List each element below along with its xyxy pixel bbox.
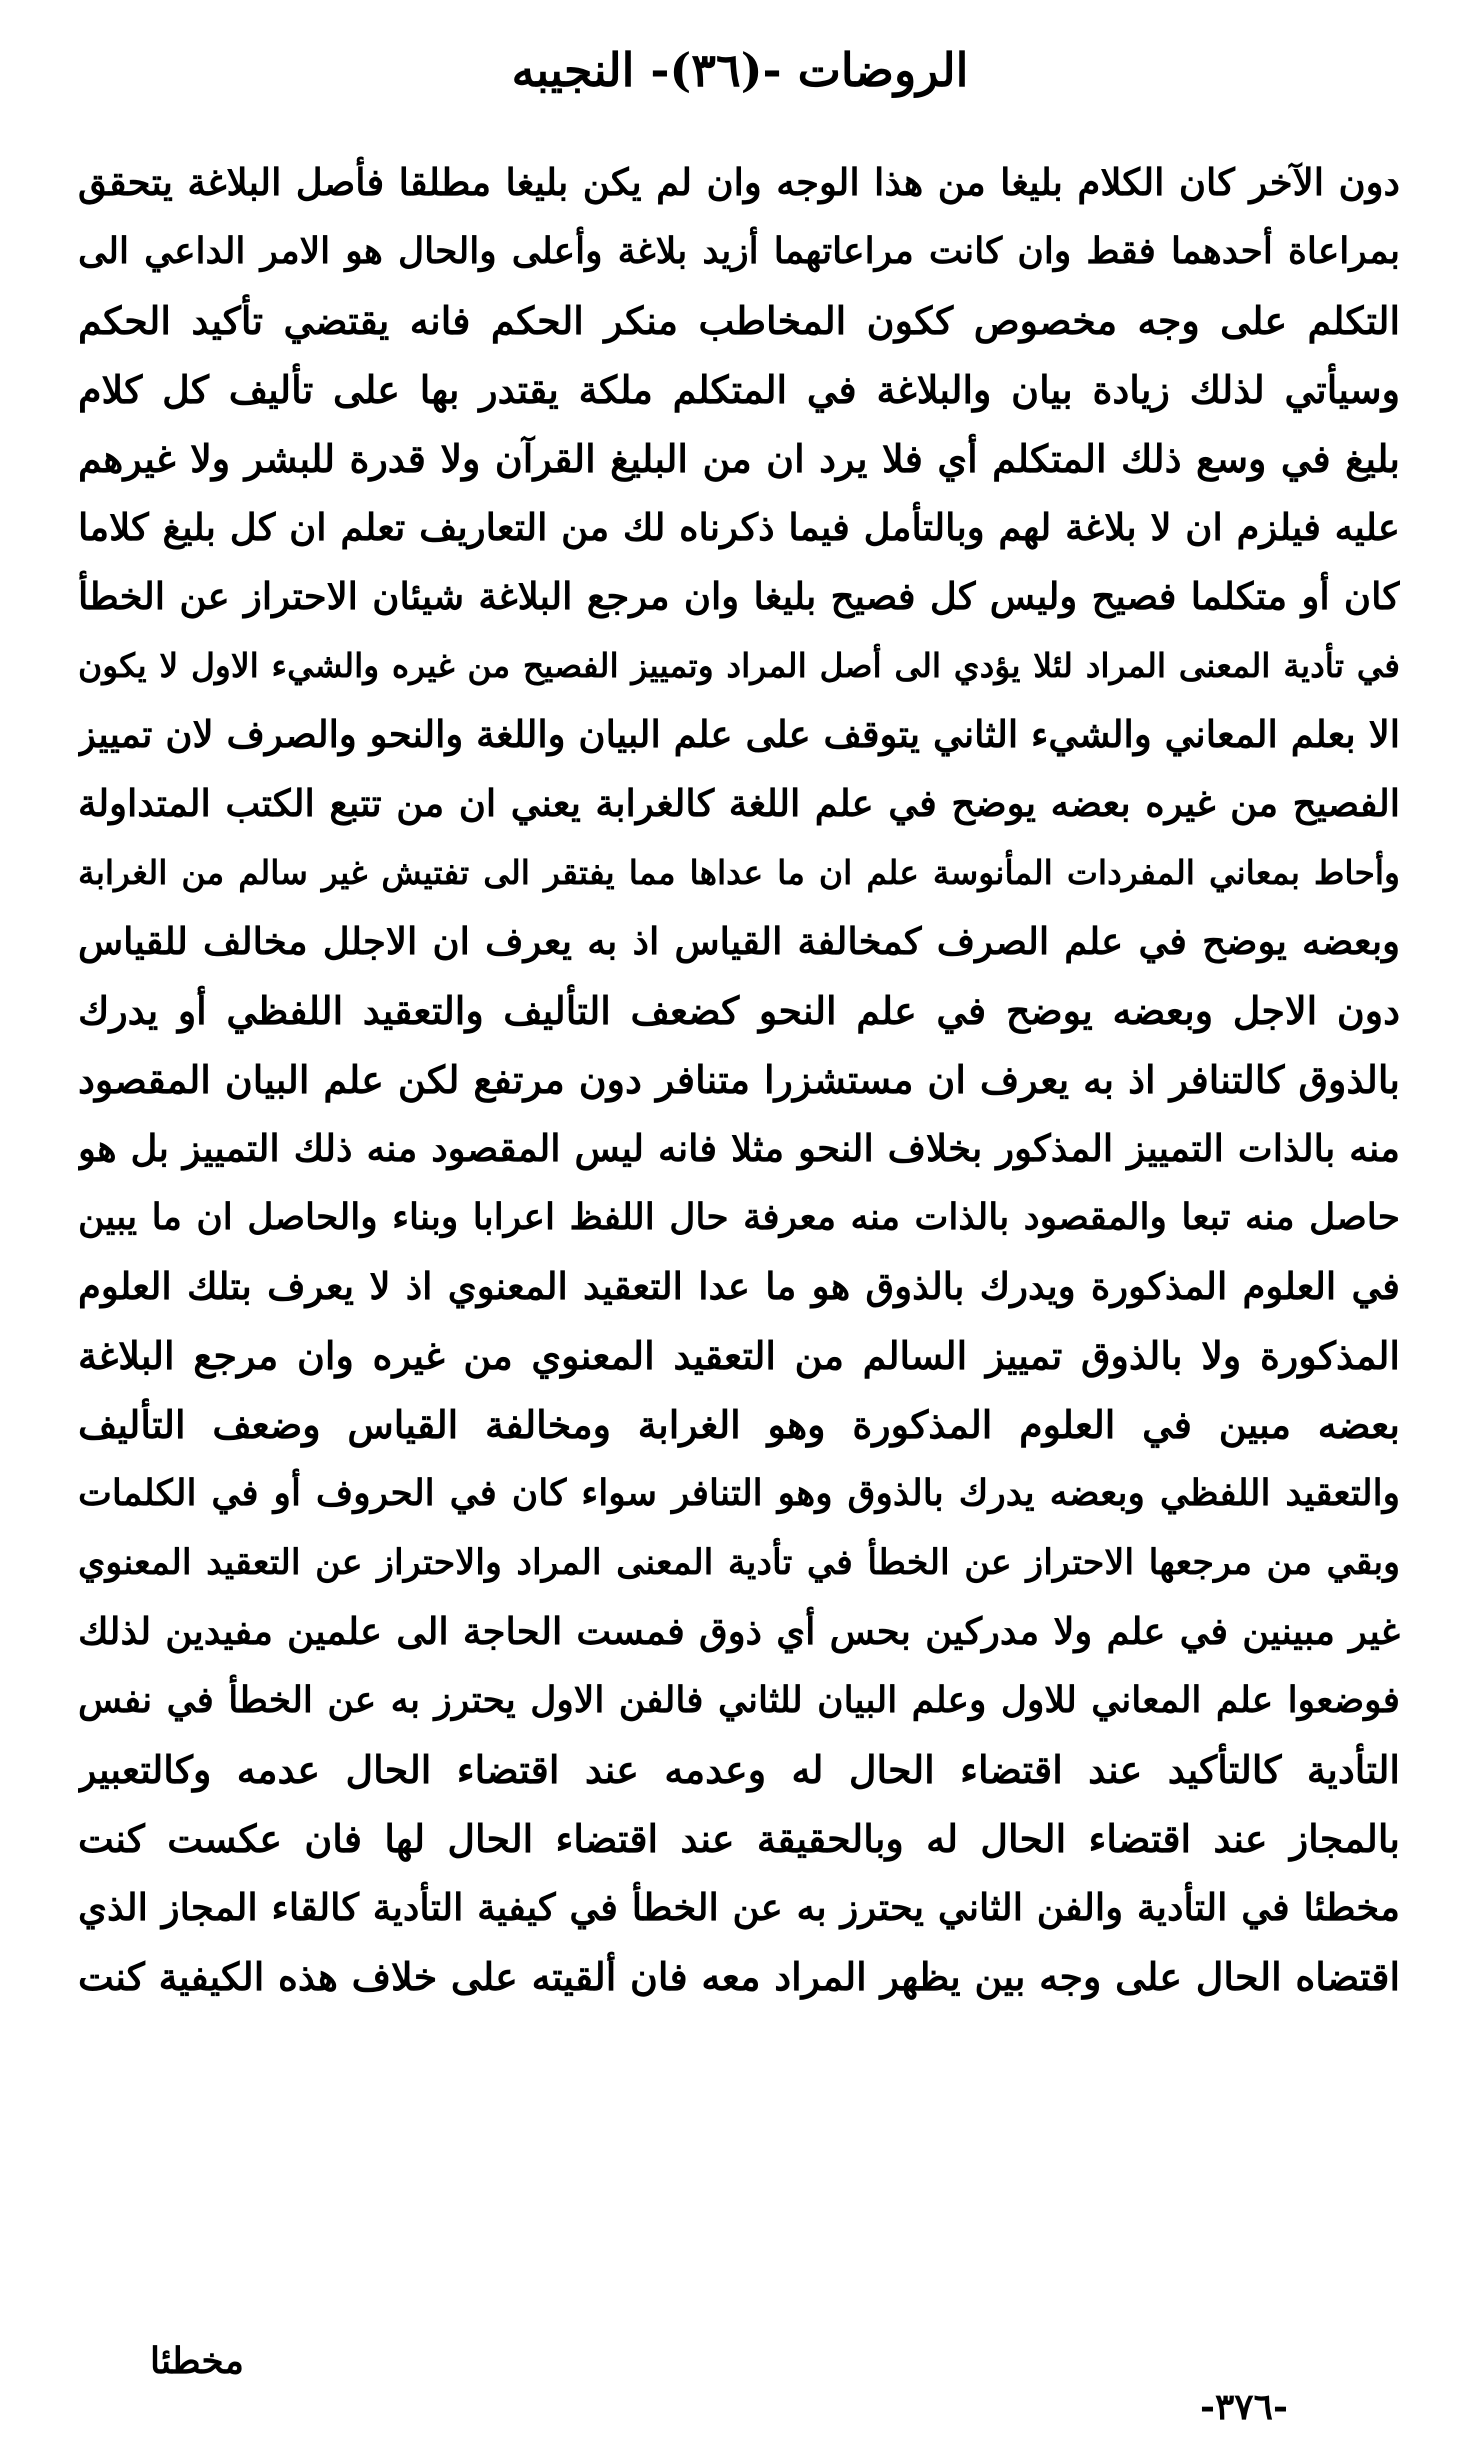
text-line: التكلم على وجه مخصوص ككون المخاطب منكر الحكم فانه يقتضي تأكيد الحكم: [78, 298, 1400, 343]
page-number: -٣٧٦-: [1200, 2386, 1288, 2428]
body-text: [78, 148, 1400, 2011]
text-line: وبقي من مرجعها الاحتراز عن الخطأ في تأدية المعنى المراد والاحتراز عن التعقيد المعنوي: [78, 1542, 1400, 1583]
text-line: التأدية كالتأكيد عند اقتضاء الحال له وعدمه عند اقتضاء الحال عدمه وكالتعبير: [78, 1747, 1400, 1792]
text-line: اقتضاه الحال على وجه بين يظهر المراد معه فان ألقيته على خلاف هذه الكيفية كنت: [78, 1954, 1400, 1999]
text-line: بعضه مبين في العلوم المذكورة وهو الغرابة ومخالفة القياس وضعف التأليف: [78, 1402, 1400, 1447]
text-line: دون الآخر كان الكلام بليغا من هذا الوجه وان لم يكن بليغا مطلقا فأصل البلاغة يتحقق: [78, 160, 1400, 204]
text-line: والتعقيد اللفظي وبعضه يدرك بالذوق وهو التنافر سواء كان في الحروف أو في الكلمات: [78, 1472, 1400, 1514]
text-line: عليه فيلزم ان لا بلاغة لهم وبالتأمل فيما ذكرناه لك من التعاريف تعلم ان كل بليغ كلاما: [78, 505, 1400, 549]
text-line: في تأدية المعنى المراد لئلا يؤدي الى أصل المراد وتمييز الفصيح من غيره والشيء الاول لا يكون: [78, 646, 1400, 685]
text-line: كان أو متكلما فصيح وليس كل فصيح بليغا وان مرجع البلاغة شيئان الاحتراز عن الخطأ: [78, 574, 1400, 618]
text-line: بمراعاة أحدهما فقط وان كانت مراعاتهما أزيد بلاغة وأعلى والحال هو الامر الداعي الى: [78, 230, 1400, 272]
text-line: منه بالذات التمييز المذكور بخلاف النحو مثلا فانه ليس المقصود منه ذلك التمييز بل هو: [78, 1126, 1400, 1170]
catchword: مخطئا: [150, 2340, 244, 2382]
text-line: الفصيح من غيره بعضه يوضح في علم اللغة كالغرابة يعني ان من تتبع الكتب المتداولة: [78, 781, 1400, 825]
running-head: الروضات -(٣٦)- النجيبه: [511, 43, 969, 97]
text-line: وبعضه يوضح في علم الصرف كمخالفة القياس اذ به يعرف ان الاجلل مخالف للقياس: [78, 919, 1400, 963]
text-line: حاصل منه تبعا والمقصود بالذات منه معرفة حال اللفظ اعرابا وبناء والحاصل ان ما يبين: [78, 1196, 1400, 1238]
text-line: الا بعلم المعاني والشيء الثاني يتوقف على علم البيان واللغة والنحو والصرف لان تمييز: [78, 712, 1400, 756]
text-line: بالذوق كالتنافر اذ به يعرف ان مستشزرا متنافر دون مرتفع لكن علم البيان المقصود: [78, 1057, 1400, 1102]
text-line: بليغ في وسع ذلك المتكلم أي فلا يرد ان من البليغ القرآن ولا قدرة للبشر ولا غيرهم: [78, 436, 1400, 481]
text-line: فوضعوا علم المعاني للاول وعلم البيان للثاني فالفن الاول يحترز به عن الخطأ في نفس: [78, 1679, 1400, 1721]
text-line: مخطئا في التأدية والفن الثاني يحترز به عن الخطأ في كيفية التأدية كالقاء المجاز الذي: [78, 1885, 1400, 1929]
text-line: في العلوم المذكورة ويدرك بالذوق هو ما عدا التعقيد المعنوي اذ لا يعرف بتلك العلوم: [78, 1264, 1400, 1308]
text-line: وأحاط بمعاني المفردات المأنوسة علم ان ما عداها مما يفتقر الى تفتيش غير سالم من الغرابة: [78, 853, 1400, 892]
text-line: المذكورة ولا بالذوق تمييز السالم من التعقيد المعنوي من غيره وان مرجع البلاغة: [78, 1333, 1400, 1378]
text-line: بالمجاز عند اقتضاء الحال له وبالحقيقة عند اقتضاء الحال لها فان عكست كنت: [78, 1816, 1400, 1861]
text-line: غير مبينين في علم ولا مدركين بحس أي ذوق فمست الحاجة الى علمين مفيدين لذلك: [78, 1609, 1400, 1653]
text-line: وسيأتي لذلك زيادة بيان والبلاغة في المتكلم ملكة يقتدر بها على تأليف كل كلام: [78, 367, 1400, 412]
text-line: دون الاجل وبعضه يوضح في علم النحو كضعف التأليف والتعقيد اللفظي أو يدرك: [78, 988, 1400, 1033]
